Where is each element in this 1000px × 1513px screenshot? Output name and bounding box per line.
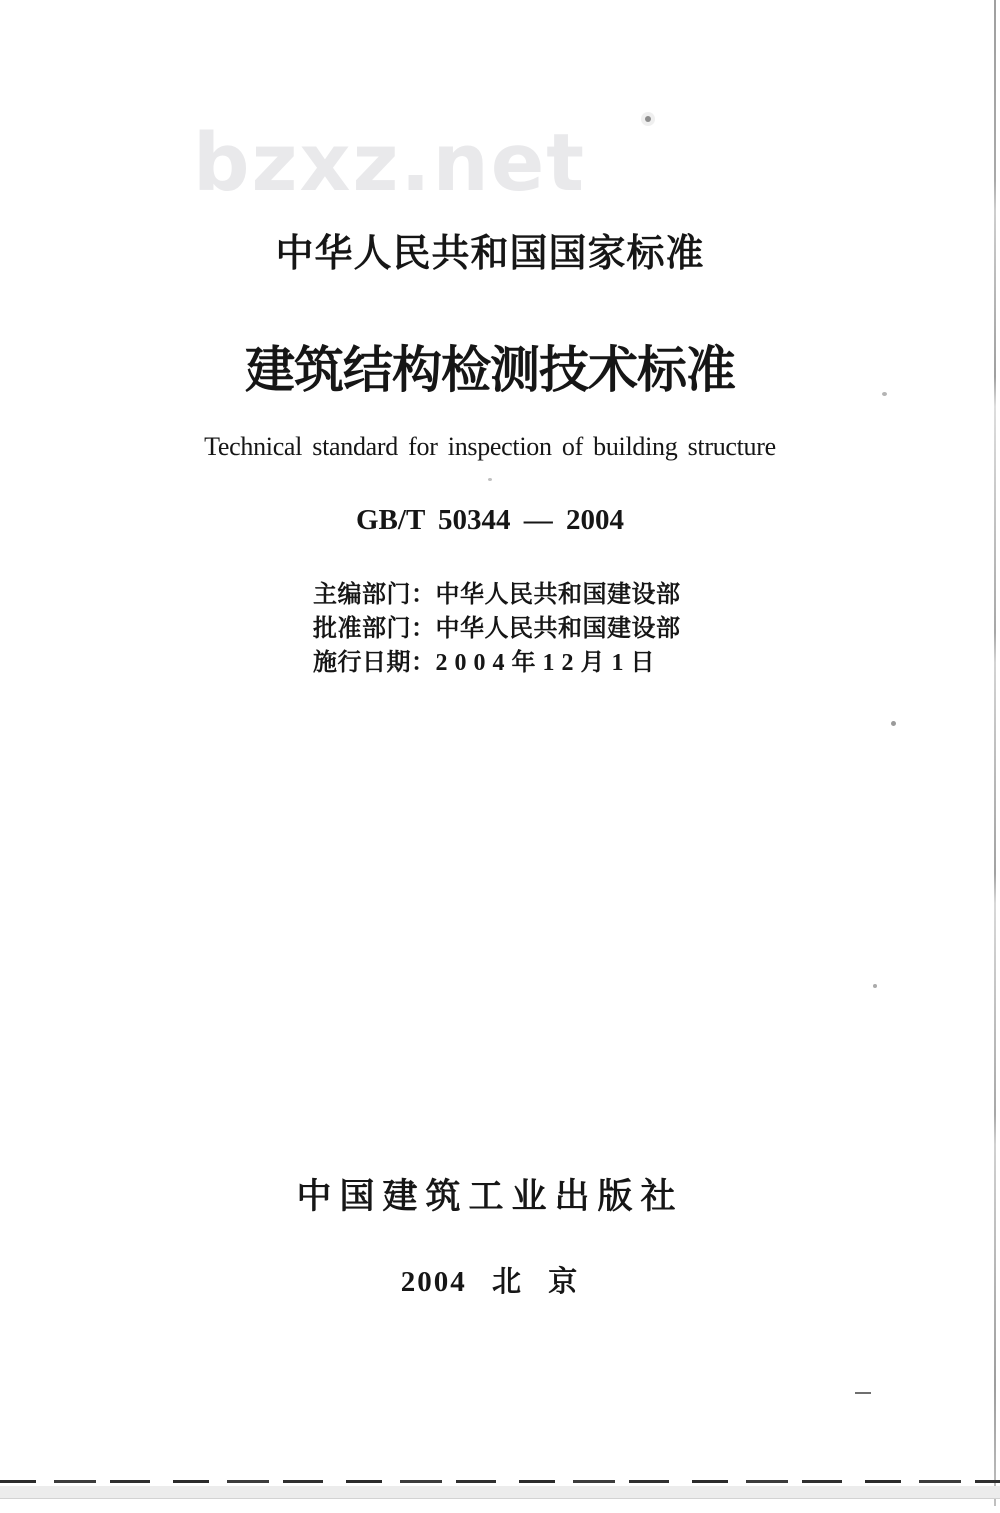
info-row-implementation-date <box>313 646 681 680</box>
info-value: 中华人民共和国建设部 <box>435 616 681 642</box>
scan-speck <box>873 984 877 988</box>
edition-year-city: 2004 北 京 <box>400 1266 580 1298</box>
info-value: 2 0 0 4 年 1 2 月 1 日 <box>435 650 655 676</box>
scan-speck <box>855 1392 871 1394</box>
publisher-calligraphy: 中国建筑工业出版社 <box>296 1177 684 1216</box>
info-value: 中华人民共和国建设部 <box>435 582 681 608</box>
national-standard-heading: 中华人民共和国国家标准 <box>275 233 705 275</box>
watermark-text: bzxz.net <box>193 117 587 209</box>
scan-speck <box>488 478 492 481</box>
scan-edge-dashed-line-bottom <box>0 1480 1000 1483</box>
info-label: 施行日期： <box>313 650 436 676</box>
standard-title-chinese: 建筑结构检测技术标准 <box>245 342 735 398</box>
scan-edge-band-bottom <box>0 1486 1000 1499</box>
info-label: 批准部门： <box>313 616 436 642</box>
scan-edge-line-right <box>994 0 996 1506</box>
info-row-approval-department <box>313 612 681 646</box>
scan-speck <box>645 116 651 122</box>
standard-title-english: Technical standard for inspection of building structure <box>204 432 776 461</box>
info-row-chief-editing-department <box>313 578 681 612</box>
info-label: 主编部门： <box>313 582 436 608</box>
standard-code: GB/T 50344 — 2004 <box>355 504 625 536</box>
scan-speck <box>891 721 896 726</box>
publication-info-block <box>313 578 681 680</box>
